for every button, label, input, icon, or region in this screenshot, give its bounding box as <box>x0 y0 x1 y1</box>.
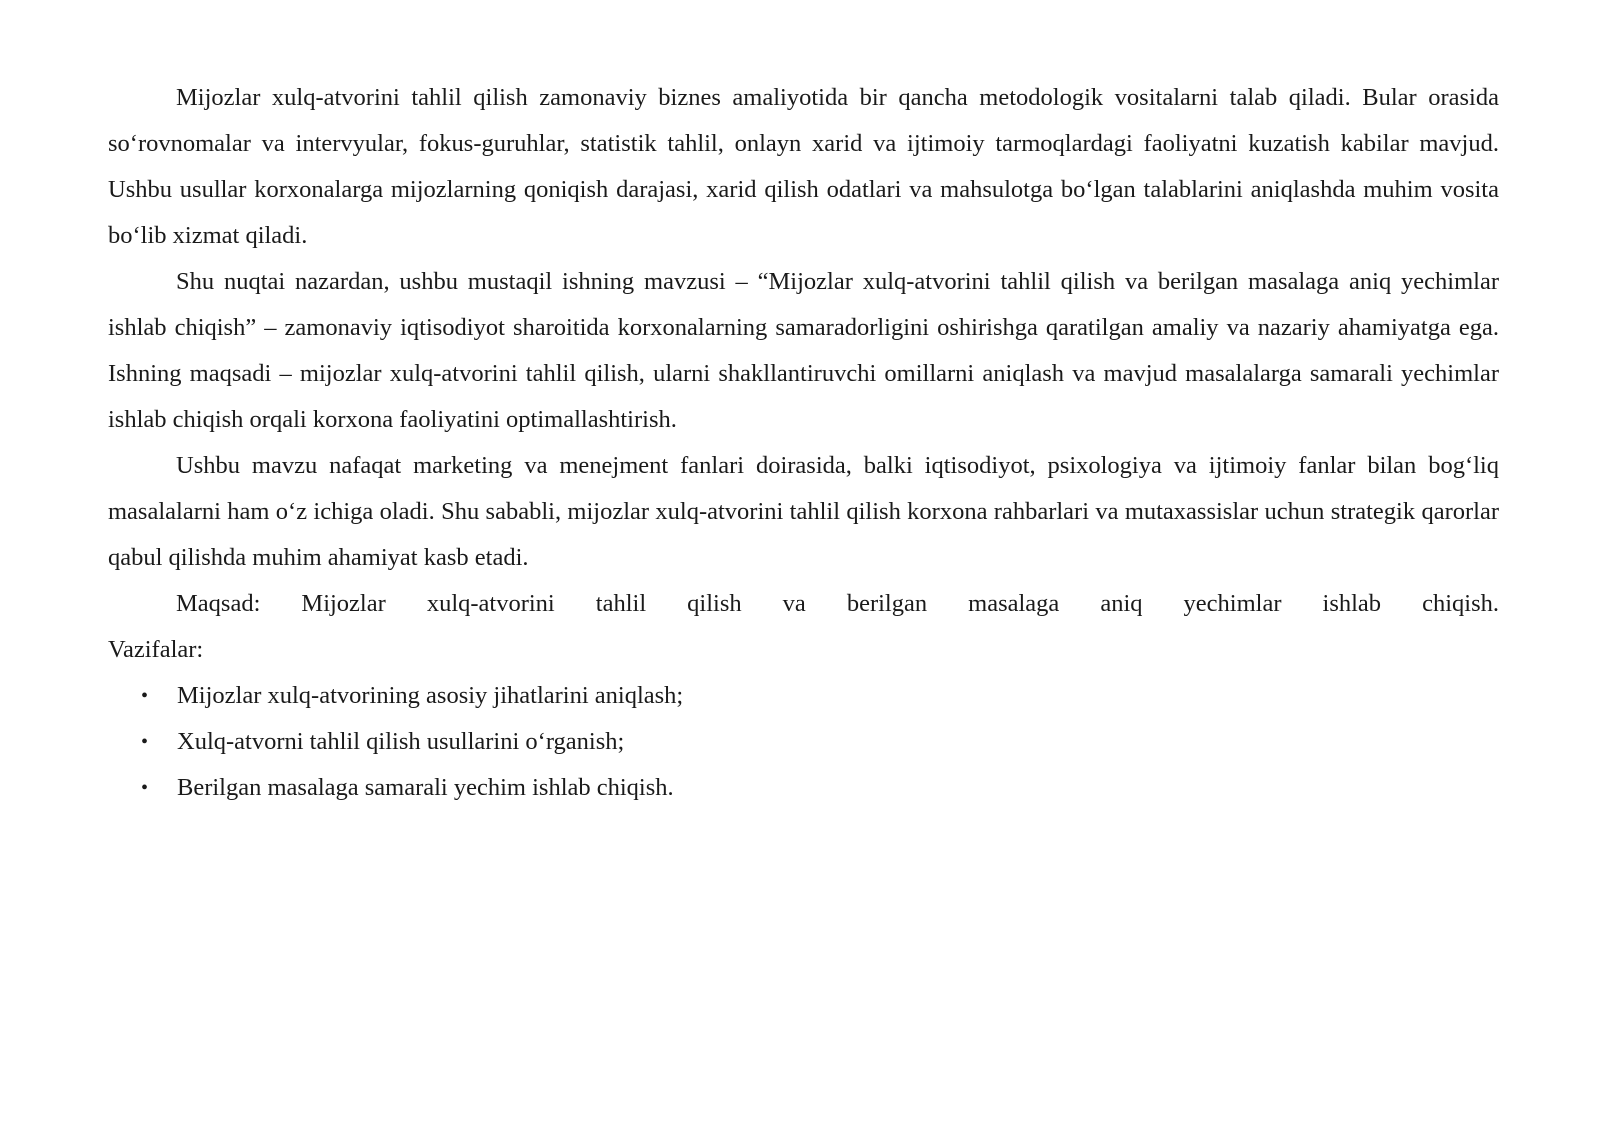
list-item <box>108 673 1499 719</box>
task-text: Mijozlar xulq-atvorining asosiy jihatlarini aniqlash; <box>177 682 684 709</box>
tasks-heading: Vazifalar: <box>108 636 204 663</box>
goal-statement: Maqsad: Mijozlar xulq-atvorini tahlil qilish va berilgan masalaga aniq yechimlar ishlab chiqish. <box>176 590 1499 617</box>
document-page <box>108 75 1499 811</box>
task-text: Xulq-atvorni tahlil qilish usullarini o‘rganish; <box>177 728 625 755</box>
bullet-icon: • <box>141 777 149 799</box>
bullet-icon: • <box>141 731 149 753</box>
task-text: Berilgan masalaga samarali yechim ishlab chiqish. <box>177 774 674 801</box>
paragraph-methods: Mijozlar xulq-atvorini tahlil qilish zamonaviy biznes amaliyotida bir qancha metodologik vositalarni talab qiladi. Bular orasida so‘rovnomalar va intervyular, fokus-guruhlar, statistik tahlil, onlayn xarid va ijtimoiy tarmoqlardagi faoliyatni kuzatish kabilar mavjud. Ushbu usullar korxonalarga mijozlarning qoniqish darajasi, xarid qilish odatlari va mahsulotga bo‘lgan talablarini aniqlashda muhim vosita bo‘lib xizmat qiladi. <box>108 84 1499 249</box>
paragraph-topic: Shu nuqtai nazardan, ushbu mustaqil ishning mavzusi – “Mijozlar xulq-atvorini tahlil qilish va berilgan masalaga aniq yechimlar ishlab chiqish” – zamonaviy iqtisodiyot sharoitida korxonalarning samaradorligini oshirishga qaratilgan amaliy va nazariy ahamiyatga ega. Ishning maqsadi – mijozlar xulq-atvorini tahlil qilish, ularni shakllantiruvchi omillarni aniqlash va mavjud masalalarga samarali yechimlar ishlab chiqish orqali korxona faoliyatini optimallashtirish. <box>108 268 1499 433</box>
list-item <box>108 765 1499 811</box>
list-item <box>108 719 1499 765</box>
paragraph-scope: Ushbu mavzu nafaqat marketing va menejment fanlari doirasida, balki iqtisodiyot, psixologiya va ijtimoiy fanlar bilan bog‘liq masalalarni ham o‘z ichiga oladi. Shu sababli, mijozlar xulq-atvorini tahlil qilish korxona rahbarlari va mutaxassislar uchun strategik qarorlar qabul qilishda muhim ahamiyat kasb etadi. <box>108 452 1499 571</box>
tasks-list <box>108 673 1499 811</box>
bullet-icon: • <box>141 685 149 707</box>
